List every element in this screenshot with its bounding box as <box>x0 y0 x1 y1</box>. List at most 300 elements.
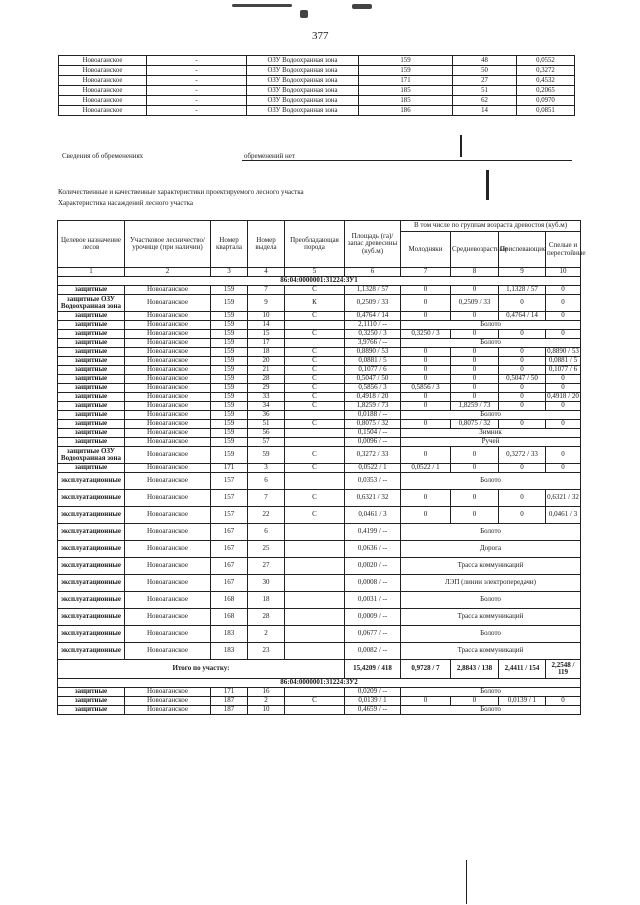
col-header-purpose: Целевое назначение лесов <box>58 221 125 268</box>
table-cell: 159 <box>211 330 248 339</box>
table-cell: 185 <box>359 86 453 96</box>
table-cell: Новоаганское <box>125 575 211 592</box>
table-row <box>58 348 581 357</box>
table-row <box>58 592 581 609</box>
table-cell: 0 <box>499 330 546 339</box>
table-cell: 0 <box>499 490 546 507</box>
table-cell: 0,6321 / 32 <box>546 490 581 507</box>
total-value: 0,9728 / 7 <box>401 660 451 679</box>
table-cell: 18 <box>248 348 285 357</box>
table-row <box>59 76 575 86</box>
land-type-note: Болото <box>401 592 581 609</box>
table-row <box>58 375 581 384</box>
table-cell: 50 <box>453 66 517 76</box>
top-table <box>58 55 575 116</box>
table-row <box>58 429 581 438</box>
table-cell: 3,9766 / -- <box>345 339 401 348</box>
table-cell: 0 <box>499 464 546 473</box>
table-cell: Новоаганское <box>125 420 211 429</box>
table-cell: 0 <box>401 357 451 366</box>
table-cell: 2 <box>248 697 285 706</box>
table-cell: 0,0881 / 5 <box>345 357 401 366</box>
table-cell: 7 <box>248 490 285 507</box>
section-cadastral-number: 86:04:0000001:31224:ЗУ1 <box>58 277 581 286</box>
table-cell: 28 <box>248 375 285 384</box>
section-row <box>58 277 581 286</box>
table-cell: 159 <box>211 295 248 312</box>
table-row <box>58 295 581 312</box>
table-cell: ОЗУ Водоохранная зона <box>247 76 359 86</box>
table-cell: С <box>285 697 345 706</box>
table-cell: 21 <box>248 366 285 375</box>
table-cell: 157 <box>211 473 248 490</box>
col-header-age-group: В том числе по группам возраста древостоя (куб.м) <box>401 221 581 232</box>
table-cell: С <box>285 366 345 375</box>
scan-artifact <box>486 170 489 200</box>
table-cell: 0,0461 / 3 <box>345 507 401 524</box>
land-type-note: Болото <box>401 321 581 330</box>
table-cell: - <box>147 66 247 76</box>
table-cell: 159 <box>211 312 248 321</box>
table-cell: 0,1504 / -- <box>345 429 401 438</box>
table-cell: 0,0881 / 5 <box>546 357 581 366</box>
land-type-note: Болото <box>401 626 581 643</box>
table-cell: защитные <box>58 357 125 366</box>
table-cell: 0,4532 <box>517 76 575 86</box>
table-cell: 159 <box>211 438 248 447</box>
table-cell: 10 <box>248 312 285 321</box>
table-cell: 0,0020 / -- <box>345 558 401 575</box>
table-cell: 167 <box>211 524 248 541</box>
table-cell <box>285 321 345 330</box>
table-cell <box>285 626 345 643</box>
land-type-note: Болото <box>401 524 581 541</box>
table-cell: Новоаганское <box>125 402 211 411</box>
column-number: 8 <box>451 268 499 277</box>
table-cell: защитные <box>58 429 125 438</box>
col-header-area: Площадь (га)/запас древесины (куб.м) <box>345 221 401 268</box>
table-cell: 159 <box>211 411 248 420</box>
land-type-note: Трасса коммуникаций <box>401 643 581 660</box>
table-row <box>58 330 581 339</box>
section-cadastral-number: 86:04:0000001:31224:ЗУ2 <box>58 679 581 688</box>
scan-artifact <box>300 10 308 18</box>
table-cell: 159 <box>211 375 248 384</box>
total-row <box>58 660 581 679</box>
table-cell: 0,0970 <box>517 96 575 106</box>
table-cell: 159 <box>211 393 248 402</box>
column-number: 9 <box>499 268 546 277</box>
table-cell: 0,5856 / 3 <box>401 384 451 393</box>
burden-label: Сведения об обременениях <box>62 152 144 160</box>
table-cell: Новоаганское <box>125 507 211 524</box>
scan-artifact <box>466 860 467 904</box>
table-cell: защитные <box>58 411 125 420</box>
table-cell: 171 <box>211 464 248 473</box>
table-cell: 0 <box>401 393 451 402</box>
table-cell: 0 <box>499 366 546 375</box>
table-cell: 0,0677 / -- <box>345 626 401 643</box>
table-row <box>58 464 581 473</box>
table-row <box>58 447 581 464</box>
table-cell: 0 <box>499 420 546 429</box>
table-cell: эксплуатационные <box>58 575 125 592</box>
table-cell: С <box>285 507 345 524</box>
table-cell: 0 <box>499 384 546 393</box>
table-cell: 51 <box>453 86 517 96</box>
table-cell: 6 <box>248 524 285 541</box>
column-number: 1 <box>58 268 125 277</box>
table-cell: 33 <box>248 393 285 402</box>
table-row <box>58 321 581 330</box>
table-row <box>58 688 581 697</box>
table-cell: ОЗУ Водоохранная зона <box>247 56 359 66</box>
column-number: 6 <box>345 268 401 277</box>
table-cell: 7 <box>248 286 285 295</box>
table-cell <box>285 688 345 697</box>
table-cell: защитные <box>58 286 125 295</box>
table-cell: Новоаганское <box>125 375 211 384</box>
table-cell: Новоаганское <box>125 339 211 348</box>
column-number: 4 <box>248 268 285 277</box>
land-type-note: Ручей <box>401 438 581 447</box>
table-cell: 0 <box>451 447 499 464</box>
table-cell: Новоаганское <box>125 286 211 295</box>
table-cell: 29 <box>248 384 285 393</box>
table-cell: С <box>285 375 345 384</box>
column-number: 2 <box>125 268 211 277</box>
table-cell: Новоаганское <box>59 96 147 106</box>
table-cell: 159 <box>211 357 248 366</box>
table-cell: эксплуатационные <box>58 507 125 524</box>
table-cell: 0 <box>499 348 546 357</box>
table-cell: 0 <box>499 393 546 402</box>
col-header-quarter: Номер квартала <box>211 221 248 268</box>
table-cell: 0 <box>546 286 581 295</box>
table-cell: Новоаганское <box>125 366 211 375</box>
table-cell: 0 <box>499 402 546 411</box>
table-cell: 2 <box>248 626 285 643</box>
table-cell: эксплуатационные <box>58 592 125 609</box>
table-cell: 56 <box>248 429 285 438</box>
table-cell: 0 <box>401 697 451 706</box>
table-cell <box>285 575 345 592</box>
table-cell: 0,0082 / -- <box>345 643 401 660</box>
table-cell: Новоаганское <box>125 643 211 660</box>
table-cell: эксплуатационные <box>58 643 125 660</box>
total-label: Итого по участку: <box>58 660 345 679</box>
table-row <box>58 558 581 575</box>
table-cell: защитные <box>58 339 125 348</box>
table-row <box>58 524 581 541</box>
table-cell: 0 <box>401 295 451 312</box>
table-cell: С <box>285 490 345 507</box>
table-cell: защитные <box>58 366 125 375</box>
table-cell: 0 <box>546 402 581 411</box>
table-cell: 0 <box>401 348 451 357</box>
table-cell: 0,5856 / 3 <box>345 384 401 393</box>
table-cell: 0,3250 / 3 <box>345 330 401 339</box>
table-cell: С <box>285 447 345 464</box>
column-numbers-row <box>58 268 581 277</box>
table-row <box>58 643 581 660</box>
table-cell: - <box>147 96 247 106</box>
table-cell: 30 <box>248 575 285 592</box>
table-cell: 0,3272 / 33 <box>499 447 546 464</box>
table-row <box>59 96 575 106</box>
table-cell: защитные <box>58 706 125 715</box>
table-cell: Новоаганское <box>125 321 211 330</box>
table-cell: 167 <box>211 558 248 575</box>
table-cell: 0 <box>401 286 451 295</box>
table-cell: 0,5047 / 50 <box>499 375 546 384</box>
table-cell: 159 <box>211 286 248 295</box>
land-type-note: Трасса коммуникаций <box>401 558 581 575</box>
table-cell <box>285 429 345 438</box>
table-cell: Новоаганское <box>125 524 211 541</box>
table-cell: 0 <box>451 286 499 295</box>
table-cell: С <box>285 384 345 393</box>
table-cell: 0 <box>451 393 499 402</box>
table-cell: 51 <box>248 420 285 429</box>
table-cell: 0,0139 / 1 <box>345 697 401 706</box>
table-cell: - <box>147 86 247 96</box>
table-row <box>58 286 581 295</box>
table-cell: Новоаганское <box>59 106 147 116</box>
table-cell: 0 <box>401 312 451 321</box>
table-cell: 0 <box>401 366 451 375</box>
table-cell: 0,2509 / 33 <box>345 295 401 312</box>
table-cell: 10 <box>248 706 285 715</box>
table-cell: 0 <box>451 312 499 321</box>
table-cell: 0,0008 / -- <box>345 575 401 592</box>
table-cell: 0 <box>499 507 546 524</box>
table-cell: 0 <box>451 464 499 473</box>
table-cell <box>285 592 345 609</box>
table-cell: 0 <box>546 464 581 473</box>
table-cell: защитные <box>58 393 125 402</box>
table-row <box>58 609 581 626</box>
table-cell: 0 <box>546 312 581 321</box>
table-cell: Новоаганское <box>125 348 211 357</box>
table-cell: Новоаганское <box>125 473 211 490</box>
table-cell <box>285 524 345 541</box>
table-cell: С <box>285 330 345 339</box>
table-cell <box>285 438 345 447</box>
table-cell: Новоаганское <box>125 384 211 393</box>
char-title: Характеристика насаждений лесного участка <box>58 199 193 207</box>
table-cell: защитные <box>58 688 125 697</box>
table-cell: 183 <box>211 626 248 643</box>
table-cell: Новоаганское <box>125 541 211 558</box>
table-cell: 0,0522 / 1 <box>345 464 401 473</box>
total-value: 2,8843 / 138 <box>451 660 499 679</box>
table-cell: 0 <box>401 402 451 411</box>
table-cell: ОЗУ Водоохранная зона <box>247 86 359 96</box>
table-cell: 59 <box>248 447 285 464</box>
table-cell: 0 <box>401 490 451 507</box>
table-cell: 0,1077 / 6 <box>345 366 401 375</box>
table-cell: 15 <box>248 330 285 339</box>
table-cell: С <box>285 464 345 473</box>
table-cell: 159 <box>211 339 248 348</box>
col-header-middle: Средневозрастные <box>451 232 499 268</box>
table-cell: 183 <box>211 643 248 660</box>
table-cell: ОЗУ Водоохранная зона <box>247 96 359 106</box>
table-cell: 0,0009 / -- <box>345 609 401 626</box>
table-cell <box>285 609 345 626</box>
table-cell: 0,2065 <box>517 86 575 96</box>
table-cell: защитные <box>58 330 125 339</box>
table-cell: эксплуатационные <box>58 490 125 507</box>
table-cell: 0,4764 / 14 <box>499 312 546 321</box>
table-cell: 0 <box>546 697 581 706</box>
col-header-ripening: Приспевающие <box>499 232 546 268</box>
table-cell <box>285 541 345 558</box>
table-cell: Новоаганское <box>125 688 211 697</box>
main-table <box>57 220 586 715</box>
table-cell: защитные <box>58 438 125 447</box>
table-row <box>59 106 575 116</box>
table-cell: 159 <box>211 321 248 330</box>
table-cell: 159 <box>211 402 248 411</box>
table-cell: 18 <box>248 592 285 609</box>
table-cell: Новоаганское <box>125 312 211 321</box>
table-row <box>58 697 581 706</box>
table-cell: 0,3250 / 3 <box>401 330 451 339</box>
table-cell: 0,4764 / 14 <box>345 312 401 321</box>
table-cell: 171 <box>211 688 248 697</box>
land-type-note: Болото <box>401 473 581 490</box>
table-row <box>58 541 581 558</box>
column-number: 3 <box>211 268 248 277</box>
table-cell: ОЗУ Водоохранная зона <box>247 66 359 76</box>
burden-underline <box>242 160 572 161</box>
table-cell: 0 <box>451 507 499 524</box>
table-cell: 0 <box>546 295 581 312</box>
table-cell: 0 <box>401 447 451 464</box>
table-cell: защитные <box>58 420 125 429</box>
table-cell: эксплуатационные <box>58 541 125 558</box>
table-cell: 0,8075 / 32 <box>345 420 401 429</box>
section-row <box>58 679 581 688</box>
table-cell: Новоаганское <box>125 697 211 706</box>
table-cell: защитные ОЗУ Водоохранная зона <box>58 447 125 464</box>
table-cell: Новоаганское <box>125 592 211 609</box>
table-cell: 159 <box>211 348 248 357</box>
table-row <box>58 384 581 393</box>
table-cell: С <box>285 393 345 402</box>
table-cell: 9 <box>248 295 285 312</box>
table-cell: эксплуатационные <box>58 609 125 626</box>
table-cell: 0 <box>499 295 546 312</box>
scan-artifact <box>352 4 372 9</box>
table-cell: Новоаганское <box>125 438 211 447</box>
table-cell: Новоаганское <box>59 86 147 96</box>
table-cell: К <box>285 295 345 312</box>
table-cell: 0,0096 / -- <box>345 438 401 447</box>
table-cell: 0,4659 / -- <box>345 706 401 715</box>
table-cell: 159 <box>359 66 453 76</box>
table-row <box>58 626 581 643</box>
table-row <box>58 507 581 524</box>
table-cell: ОЗУ Водоохранная зона <box>247 106 359 116</box>
total-value: 2,4411 / 154 <box>499 660 546 679</box>
table-cell: 0,8075 / 32 <box>451 420 499 429</box>
land-type-note: Зимник <box>401 429 581 438</box>
table-cell: Новоаганское <box>125 393 211 402</box>
table-cell: Новоаганское <box>125 357 211 366</box>
table-row <box>58 420 581 429</box>
table-cell: 0 <box>451 375 499 384</box>
table-cell: 0 <box>451 357 499 366</box>
table-cell: 187 <box>211 697 248 706</box>
table-cell: - <box>147 56 247 66</box>
table-cell: 0,3272 <box>517 66 575 76</box>
table-cell: 187 <box>211 706 248 715</box>
table-cell: 1,8259 / 73 <box>451 402 499 411</box>
table-cell: защитные <box>58 375 125 384</box>
land-type-note: Болото <box>401 411 581 420</box>
table-cell: защитные <box>58 464 125 473</box>
table-cell: 159 <box>211 429 248 438</box>
col-header-mature: Спелые и перестойные <box>546 232 581 268</box>
table-row <box>58 411 581 420</box>
table-row <box>58 575 581 592</box>
table-cell <box>285 643 345 660</box>
table-cell: Новоаганское <box>59 66 147 76</box>
table-cell <box>285 706 345 715</box>
table-cell: 0,4918 / 20 <box>345 393 401 402</box>
table-cell: 0 <box>546 330 581 339</box>
table-row <box>58 312 581 321</box>
table-cell: Новоаганское <box>125 411 211 420</box>
table-cell: С <box>285 357 345 366</box>
land-type-note: Дорога <box>401 541 581 558</box>
table-cell: 0,3272 / 33 <box>345 447 401 464</box>
table-row <box>58 339 581 348</box>
table-cell: Новоаганское <box>125 464 211 473</box>
table-cell: защитные ОЗУ Водоохранная зона <box>58 295 125 312</box>
table-cell: эксплуатационные <box>58 473 125 490</box>
table-cell: Новоаганское <box>125 609 211 626</box>
table-cell: 0,8890 / 53 <box>547 347 579 356</box>
table-cell: С <box>285 286 345 295</box>
table-cell: 0 <box>451 348 499 357</box>
table-row <box>59 86 575 96</box>
table-cell: С <box>285 420 345 429</box>
col-header-species: Преобладающая порода <box>285 221 345 268</box>
table-cell: 6 <box>248 473 285 490</box>
table-cell: 0 <box>451 490 499 507</box>
table-cell: 0,8890 / 53 <box>345 348 401 357</box>
table-row <box>58 438 581 447</box>
table-cell: 167 <box>211 541 248 558</box>
table-cell: 171 <box>359 76 453 86</box>
table-cell: Новоаганское <box>125 490 211 507</box>
table-cell: 0,0139 / 1 <box>499 697 546 706</box>
table-cell: 159 <box>211 420 248 429</box>
table-cell: 186 <box>359 106 453 116</box>
table-row <box>58 490 581 507</box>
scan-artifact <box>460 135 462 157</box>
table-cell: 0 <box>499 357 546 366</box>
table-cell: 0 <box>546 447 581 464</box>
column-number: 10 <box>546 268 581 277</box>
table-cell: 0,0188 / -- <box>345 411 401 420</box>
table-cell: 0,1077 / 6 <box>546 366 581 375</box>
table-cell: защитные <box>58 321 125 330</box>
